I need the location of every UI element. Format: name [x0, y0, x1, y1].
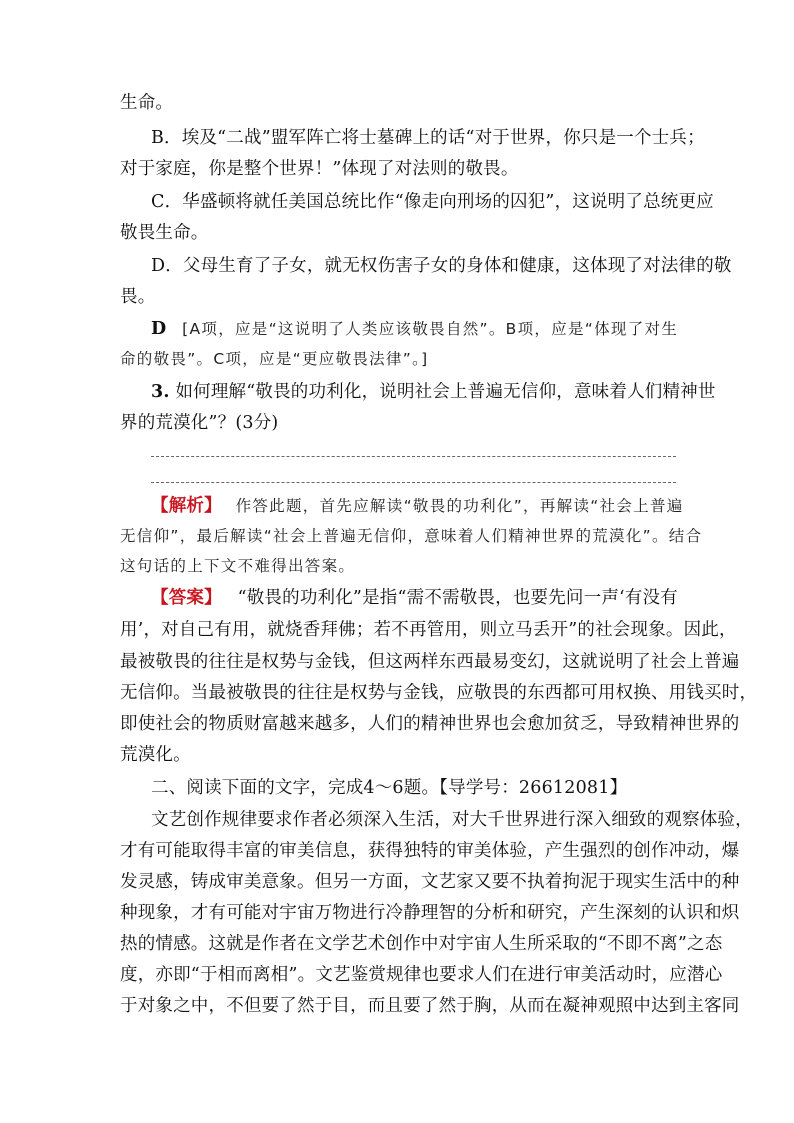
- passage-line: 种现象，才有可能对宇宙万物进行冷静理智的分析和研究，产生深刻的认识和炽: [120, 903, 740, 923]
- passage-line: 文艺创作规律要求作者必须深入生活，对大千世界进行深入细致的观察体验，: [151, 810, 753, 830]
- answer-letter: D: [151, 319, 167, 339]
- passage-line: 才有可能取得丰富的审美信息，获得独特的审美体验，产生强烈的创作冲动，爆: [120, 841, 740, 861]
- text-line: 命的敬畏”。C项，应是“更应敬畏法律”。]: [120, 350, 429, 368]
- option-d-line: D．父母生育了子女，就无权伤害子女的身体和健康，这体现了对法律的敬: [151, 256, 732, 276]
- answer-blank-line: [151, 456, 676, 457]
- section-heading: 二、阅读下面的文字，完成4～6题。【导学号：26612081】: [151, 778, 628, 798]
- analysis-text: 作答此题，首先应解读“敬畏的功利化”，再解读“社会上普遍: [235, 497, 684, 515]
- analysis-tag: 【解析】: [151, 496, 222, 516]
- answer-explanation: [A项，应是“这说明了人类应该敬畏自然”。B项，应是“体现了对生: [182, 320, 679, 338]
- text-line: 这句话的上下文不难得出答案。: [120, 557, 356, 575]
- text-line: 即使社会的物质财富越来越多，人们的精神世界也会愈加贫乏，导致精神世界的: [120, 714, 740, 734]
- answer-key-line: [151, 586, 711, 610]
- text-line: 对于家庭，你是整个世界！”体现了对法则的敬畏。: [120, 159, 519, 179]
- option-c-line: C．华盛顿将就任美国总统比作“像走向刑场的囚犯”，这说明了总统更应: [151, 192, 714, 212]
- answer-tag: 【答案】: [151, 588, 222, 608]
- text-line: 生命。: [120, 93, 174, 113]
- question-3-line: [151, 380, 716, 404]
- text-line: 荒漠化。: [120, 745, 191, 765]
- text-line: 无信仰”，最后解读“社会上普遍无信仰，意味着人们精神世界的荒漠化”。结合: [120, 527, 703, 545]
- question-number: 3.: [151, 382, 170, 402]
- answer-line: [151, 317, 711, 341]
- text-line: 最被敬畏的往往是权势与金钱，但这两样东西最易变幻，这就说明了社会上普遍: [120, 652, 740, 672]
- answer-key-text: “敬畏的功利化”是指“需不需敬畏，也要先问一声‘有没有: [237, 588, 678, 608]
- passage-line: 度，亦即“于相而离相”。文艺鉴赏规律也要求人们在进行审美活动时，应潜心: [120, 965, 723, 985]
- text-line: 无信仰。当最被敬畏的往往是权势与金钱，应敬畏的东西都可用权换、用钱买时，: [120, 683, 758, 703]
- passage-line: 于对象之中，不但要了然于目，而且要了然于胸，从而在凝神观照中达到主客同: [120, 996, 740, 1016]
- passage-line: 热的情感。这就是作者在文学艺术创作中对宇宙人生所采取的“不即不离”之态: [120, 934, 723, 954]
- text-line: 用’，对自己有用，就烧香拜佛；若不再管用，则立马丢开”的社会现象。因此，: [120, 620, 737, 640]
- option-b-line: B．埃及“二战”盟军阵亡将士墓碑上的话“对于世界，你只是一个士兵；: [151, 128, 705, 148]
- analysis-line: [151, 494, 711, 518]
- passage-line: 发灵感，铸成审美意象。但另一方面，文艺家又要不执着拘泥于现实生活中的种: [120, 872, 740, 892]
- text-line: 敬畏生命。: [120, 223, 209, 243]
- answer-blank-line: [151, 482, 676, 483]
- text-line: 界的荒漠化”？(3分): [120, 413, 279, 433]
- question-text: 如何理解“敬畏的功利化，说明社会上普遍无信仰，意味着人们精神世: [175, 382, 716, 402]
- text-line: 畏。: [120, 287, 156, 307]
